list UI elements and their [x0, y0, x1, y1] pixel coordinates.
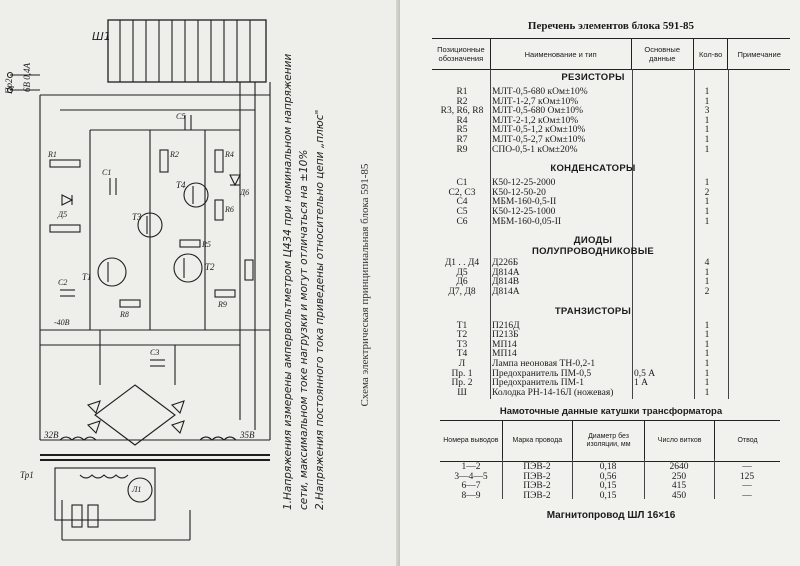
row-name-type: МЛТ-1-2,7 кОм±10% — [492, 96, 579, 107]
row-quantity: 3 — [704, 106, 710, 117]
winding-pins: 1—2 — [461, 462, 481, 472]
row-name-type: МЛТ-0,5-2,7 кОм±10% — [492, 135, 586, 145]
note-1-continued: сети, максимальном токе нагрузки и могут отличаться на ±10% — [298, 149, 310, 510]
row-position: R5 — [456, 125, 468, 136]
section-heading: ДИОДЫ ПОЛУПРОВОДНИКОВЫЕ — [531, 235, 655, 258]
capacitor-c2-label: С2 — [58, 278, 68, 287]
header-tap: Отвод — [715, 421, 780, 462]
header-turns: Число витков — [645, 421, 715, 462]
row-quantity: 1 — [704, 349, 710, 360]
row-quantity: 1 — [704, 368, 710, 379]
row-name-type: МЛТ-0,5-680 Ом±10% — [492, 106, 584, 117]
resistor-r8-label: R8 — [120, 310, 129, 319]
row-quantity: 4 — [704, 258, 710, 269]
header-quantity: Кол-во — [693, 39, 728, 70]
row-name-type: МБМ-160-0,5-II — [492, 197, 557, 208]
row-position: Пр. 1 — [451, 368, 473, 379]
row-name-type: Лампа неоновая ТН-0,2-1 — [492, 359, 596, 369]
column-divider — [694, 69, 695, 399]
row-position: Пр. 2 — [451, 378, 473, 389]
resistor-r5-label: R5 — [202, 240, 211, 249]
row-position: Т2 — [456, 330, 468, 341]
row-position: С1 — [456, 178, 468, 189]
capacitor-c1-label: С1 — [102, 168, 112, 177]
row-position: Т3 — [456, 339, 468, 350]
header-position: Позиционные обозначения — [432, 39, 490, 70]
row-position: Л — [458, 359, 466, 369]
row-name-type: Д814А — [492, 287, 520, 297]
row-name-type: Колодка РН-14-16Л (ножевая) — [492, 387, 614, 398]
transistor-t4-label: Т4 — [176, 180, 186, 190]
diode-d6-label: Д6 — [240, 188, 250, 197]
row-quantity: 1 — [704, 178, 710, 189]
row-quantity: 1 — [704, 135, 710, 145]
header-diameter: Диаметр без изоляции, мм — [572, 421, 644, 462]
header-name-type: Наименование и тип — [490, 39, 631, 70]
magnetic-core-note: Магнитопровод ШЛ 16×16 — [546, 510, 676, 521]
note-1: 1.Напряжения измерены ампервольтметром Ц434 при номинальном напряжении — [282, 53, 294, 510]
row-name-type: МЛТ-0,5-1,2 кОм±10% — [492, 125, 586, 136]
transistor-t2-label: Т2 — [205, 262, 215, 272]
row-position: С5 — [456, 207, 468, 217]
row-quantity: 1 — [704, 144, 710, 155]
row-name-type: К50-12-50-20 — [492, 187, 546, 198]
column-divider — [728, 69, 729, 399]
transistor-t1-label: Т1 — [82, 272, 92, 282]
voltage-32v-label: 32В — [44, 430, 59, 440]
winding-turns: 415 — [671, 481, 687, 491]
resistor-r6-label: R6 — [225, 205, 234, 214]
resistor-r1-label: R1 — [48, 150, 57, 159]
winding-tap: — — [742, 481, 752, 491]
row-quantity: 1 — [704, 359, 710, 369]
winding-turns: 450 — [671, 490, 687, 501]
winding-diameter: 0,18 — [599, 462, 617, 472]
row-quantity: 1 — [704, 320, 710, 331]
row-quantity: 1 — [704, 125, 710, 136]
section-heading: КОНДЕНСАТОРЫ — [550, 163, 636, 175]
transistor-t3-label: Т3 — [132, 212, 142, 222]
section-heading: ТРАНЗИСТОРЫ — [554, 305, 632, 317]
row-position: Ш — [457, 387, 467, 398]
header-main-data: Основные данные — [631, 39, 693, 70]
row-position: С6 — [456, 216, 468, 227]
column-divider — [632, 69, 633, 399]
row-position: Д1 . . Д4 — [444, 258, 480, 269]
row-quantity: 1 — [704, 267, 710, 278]
winding-diameter: 0,56 — [599, 471, 617, 482]
winding-wire: ПЭВ-2 — [523, 481, 551, 491]
header-pins: Номера выводов — [440, 421, 502, 462]
resistor-r9-label: R9 — [218, 300, 227, 309]
row-position: R9 — [456, 144, 468, 155]
row-position: Д5 — [456, 267, 468, 278]
row-name-type: МП14 — [492, 339, 517, 350]
winding-pins: 8—9 — [461, 490, 481, 501]
elements-table-title: Перечень элементов блока 591-85 — [527, 20, 695, 32]
row-position: С4 — [456, 197, 468, 208]
row-main-data: 1 А — [634, 378, 648, 389]
capacitor-c5-label: С5 — [176, 112, 186, 121]
schematic-notes — [282, 53, 352, 540]
row-name-type: К50-12-25-2000 — [492, 178, 556, 189]
winding-turns: 2640 — [669, 462, 689, 472]
row-position: R4 — [456, 115, 468, 126]
row-quantity: 1 — [704, 378, 710, 389]
lamp-l1-label: Л1 — [132, 485, 142, 494]
row-position: R1 — [456, 87, 468, 97]
row-quantity: 1 — [704, 277, 710, 288]
winding-pins: 3—4—5 — [454, 471, 488, 482]
capacitor-c1-bridge-label: С3 — [150, 348, 160, 357]
note-2: 2.Напряжения постоянного тока приведены относительно цепи „плюс" — [314, 109, 326, 510]
resistor-r4-label: R4 — [225, 150, 234, 159]
winding-wire: ПЭВ-2 — [523, 471, 551, 482]
supply-label: 6В 0,4А — [22, 63, 32, 92]
winding-wire: ПЭВ-2 — [523, 490, 551, 501]
row-name-type: К50-12-25-1000 — [492, 207, 556, 217]
row-position: Т1 — [456, 320, 468, 331]
row-quantity: 2 — [704, 187, 710, 198]
row-name-type: МЛТ-0,5-680 кОм±10% — [492, 87, 588, 97]
connector-label: Ш1 — [92, 30, 111, 43]
winding-table-header — [440, 420, 780, 462]
row-name-type: Д226Б — [492, 258, 519, 269]
row-position: С2, С3 — [448, 187, 476, 198]
schematic-caption-box — [345, 163, 385, 407]
header-note: Примечание — [728, 39, 790, 70]
winding-wire: ПЭВ-2 — [523, 462, 551, 472]
header-wire: Марка провода — [502, 421, 572, 462]
voltage-35v-label: 35В — [240, 430, 255, 440]
row-position: Т4 — [456, 349, 468, 360]
row-position: R2 — [456, 96, 468, 107]
schematic-caption: Схема электрическая принципиальная блока 591-85 — [359, 163, 371, 407]
row-quantity: 1 — [704, 96, 710, 107]
row-name-type: Д814В — [492, 277, 520, 288]
winding-diameter: 0,15 — [599, 490, 617, 501]
elements-table-header — [432, 38, 790, 70]
section-heading: РЕЗИСТОРЫ — [561, 72, 625, 83]
winding-pins: 6—7 — [461, 481, 481, 491]
row-position: R7 — [456, 135, 468, 145]
row-name-type: П213Б — [492, 330, 519, 341]
winding-tap: 125 — [739, 471, 755, 482]
row-quantity: 1 — [704, 197, 710, 208]
row-position: Д6 — [456, 277, 468, 288]
row-quantity: 1 — [704, 339, 710, 350]
winding-tap: — — [742, 490, 752, 501]
voltage-40v-label: -40В — [54, 318, 70, 327]
row-quantity: 1 — [704, 330, 710, 341]
row-name-type: МБМ-160-0,05-II — [492, 216, 562, 227]
transformer-tr1-label: Тр1 — [20, 470, 34, 480]
row-main-data: 0,5 А — [634, 368, 656, 379]
row-position: Д7, Д8 — [448, 287, 476, 297]
fuse-label-pr2: Пр2 — [4, 78, 14, 94]
row-quantity: 1 — [704, 115, 710, 126]
row-name-type: Предохранитель ПМ-0,5 — [492, 368, 592, 379]
winding-table-title: Намоточные данные катушки трансформатора — [499, 406, 723, 417]
winding-turns: 250 — [671, 471, 687, 482]
resistor-r2-label: R2 — [170, 150, 179, 159]
row-quantity: 1 — [704, 216, 710, 227]
row-name-type: МП14 — [492, 349, 517, 360]
row-quantity: 1 — [704, 387, 710, 398]
row-position: R3, R6, R8 — [440, 106, 484, 117]
diode-d5-label: Д5 — [58, 210, 68, 219]
row-name-type: СПО-0,5-1 кОм±20% — [492, 144, 578, 155]
row-quantity: 1 — [704, 207, 710, 217]
row-name-type: П216Д — [492, 320, 520, 331]
row-quantity: 1 — [704, 87, 710, 97]
winding-tap: — — [742, 462, 752, 472]
row-name-type: Предохранитель ПМ-1 — [492, 378, 584, 389]
row-quantity: 2 — [704, 287, 710, 297]
row-name-type: МЛТ-2-1,2 кОм±10% — [492, 115, 579, 126]
winding-diameter: 0,15 — [599, 481, 617, 491]
row-name-type: Д814А — [492, 267, 520, 278]
